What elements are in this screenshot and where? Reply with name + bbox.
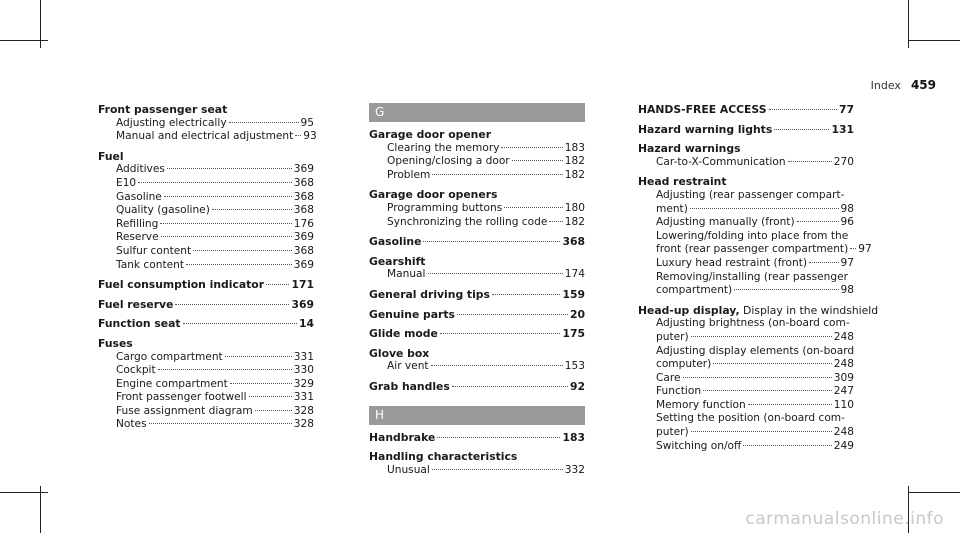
- index-subentry: [98, 204, 314, 218]
- page-reference: 368: [293, 190, 314, 203]
- index-subentry-term: Reserve: [116, 231, 159, 244]
- dot-leader: [175, 304, 289, 305]
- index-entry: [369, 380, 585, 394]
- index-entry: [638, 123, 854, 137]
- dot-leader: [748, 404, 832, 405]
- index-subentry-term: E10: [116, 176, 137, 189]
- index-subentry: [98, 259, 314, 273]
- page-reference: 171: [291, 278, 314, 292]
- page-reference: 175: [562, 327, 585, 341]
- dot-leader: [183, 323, 297, 324]
- index-entry-term: Gearshift: [369, 254, 426, 268]
- index-entry-term: Garage door opener: [369, 128, 492, 141]
- dot-leader: [703, 390, 832, 391]
- page-header: [871, 78, 936, 92]
- dot-leader: [249, 396, 292, 397]
- page-reference: 328: [293, 404, 314, 417]
- page-reference: 93: [303, 130, 317, 143]
- dot-leader: [229, 122, 299, 123]
- index-entry-term: Head restraint: [638, 175, 727, 189]
- page-reference: 328: [293, 418, 314, 431]
- index-subentry-term: Function: [656, 385, 702, 398]
- index-entry: [369, 308, 585, 322]
- dot-leader: [193, 250, 292, 251]
- index-entry-term: Fuel consumption indicator: [98, 278, 265, 292]
- dot-leader: [225, 356, 292, 357]
- page-reference: 329: [293, 377, 314, 390]
- page-reference: 180: [564, 201, 585, 214]
- index-subentry: [369, 155, 585, 169]
- dot-leader: [691, 336, 832, 337]
- index-subentry-term: Front passenger footwell: [116, 391, 247, 404]
- index-subentry: [369, 169, 585, 183]
- index-subentry: [98, 364, 314, 378]
- index-subentry: [638, 257, 854, 271]
- page-reference: 182: [564, 155, 585, 168]
- page-reference: 330: [293, 364, 314, 377]
- dot-leader: [549, 221, 562, 222]
- page-reference: 248: [833, 358, 854, 371]
- index-entry: [98, 278, 314, 292]
- index-subentry-term: puter): [656, 330, 689, 343]
- index-column-2: [369, 103, 585, 477]
- dot-leader: [734, 289, 838, 290]
- index-entry-term: Garage door openers: [369, 188, 498, 202]
- index-subentry-term: Manual: [387, 268, 426, 281]
- index-subentry-term: Car-to-X-Communication: [656, 155, 786, 168]
- page-reference: 369: [291, 297, 314, 311]
- page-reference: 159: [562, 287, 585, 301]
- index-entry: [369, 128, 585, 142]
- dot-leader: [423, 241, 560, 242]
- dot-leader: [774, 129, 829, 130]
- index-subentry-term: Engine compartment: [116, 377, 228, 390]
- page-reference: 368: [293, 204, 314, 217]
- index-entry-term: Head-up display,: [638, 303, 740, 317]
- index-subentry: [638, 216, 854, 230]
- index-subentry: [98, 130, 317, 144]
- dot-leader: [432, 469, 563, 470]
- page-reference: 110: [833, 398, 854, 411]
- index-subentry: [98, 218, 314, 232]
- dot-leader: [690, 208, 839, 209]
- index-subentry-term: Tank content: [116, 258, 184, 271]
- dot-leader: [164, 196, 292, 197]
- index-subentry-term: Refilling: [116, 217, 159, 230]
- index-subentry: [98, 191, 314, 205]
- dot-leader: [691, 431, 832, 432]
- index-entry-term: Genuine parts: [369, 307, 455, 321]
- index-entry: [638, 303, 879, 318]
- page-reference: 98: [840, 202, 854, 215]
- dot-leader: [230, 383, 292, 384]
- page-reference: 331: [293, 391, 314, 404]
- dot-leader: [428, 273, 563, 274]
- page-reference: 369: [293, 163, 314, 176]
- page-reference: 248: [833, 330, 854, 343]
- dot-leader: [437, 437, 560, 438]
- index-subentry: [638, 203, 854, 217]
- index-subentry-term: Switching on/off: [656, 439, 742, 452]
- index-subentry: [638, 156, 854, 170]
- crop-mark: [0, 40, 48, 41]
- index-subentry-term: Synchronizing the rolling code: [387, 215, 548, 228]
- index-entry-term: Function seat: [98, 317, 181, 331]
- index-entry-term: Glove box: [369, 346, 430, 360]
- index-entry-term: Fuel reserve: [98, 297, 174, 311]
- index-entry: [369, 327, 585, 341]
- dot-leader: [266, 284, 289, 285]
- index-entry-term: Hazard warning lights: [638, 122, 773, 136]
- page-reference: 97: [840, 256, 854, 269]
- dot-leader: [161, 236, 292, 237]
- index-subentry-text: Removing/installing (rear passenger: [656, 270, 848, 283]
- dot-leader: [713, 363, 832, 364]
- page-reference: 247: [833, 385, 854, 398]
- index-subentry-term: Adjusting electrically: [116, 116, 227, 129]
- index-entry-term: Grab handles: [369, 379, 450, 393]
- page-reference: 368: [293, 176, 314, 189]
- index-entry: [369, 255, 585, 269]
- index-subentry: [369, 464, 585, 478]
- index-subentry: [98, 405, 314, 419]
- index-subentry-term: puter): [656, 426, 689, 439]
- dot-leader: [788, 161, 832, 162]
- index-subentry: [638, 331, 854, 345]
- index-entry: [369, 450, 585, 464]
- section-letter: H: [369, 406, 585, 425]
- index-subentry-term: Notes: [116, 418, 147, 431]
- index-subentry: [638, 440, 854, 454]
- dot-leader: [432, 174, 562, 175]
- index-subentry: [98, 177, 314, 191]
- page-reference: 96: [840, 216, 854, 229]
- dot-leader: [160, 223, 291, 224]
- index-subentry: [369, 202, 585, 216]
- index-subentry-text: Adjusting brightness (on-board com-: [656, 317, 850, 330]
- dot-leader: [512, 160, 563, 161]
- dot-leader: [452, 386, 568, 387]
- dot-leader: [167, 168, 292, 169]
- crop-mark: [0, 492, 48, 493]
- index-subentry-term: front (rear passenger compartment): [656, 243, 849, 256]
- page-reference: 183: [564, 141, 585, 154]
- page-reference: 369: [293, 258, 314, 271]
- index-entry-term: Handbrake: [369, 430, 436, 444]
- index-subentry: [638, 385, 854, 399]
- index-entry: [369, 188, 585, 202]
- index-subentry: [638, 426, 854, 440]
- index-subentry-term: compartment): [656, 284, 733, 297]
- index-subentry-term: Quality (gasoline): [116, 204, 210, 217]
- dot-leader: [797, 221, 839, 222]
- dot-leader: [492, 294, 561, 295]
- page-reference: 92: [569, 379, 585, 393]
- page-reference: 14: [298, 317, 314, 331]
- crop-mark: [40, 486, 41, 533]
- index-subentry-term: ment): [656, 202, 688, 215]
- dot-leader: [457, 314, 568, 315]
- index-subentry: [369, 142, 585, 156]
- dot-leader: [255, 410, 292, 411]
- index-subentry: [98, 391, 314, 405]
- dot-leader: [149, 423, 292, 424]
- index-column-3: [638, 103, 879, 453]
- index-subentry-term: Luxury head restraint (front): [656, 256, 808, 269]
- index-entry: [98, 103, 314, 117]
- index-entry-term: Handling characteristics: [369, 450, 518, 464]
- index-subentry-term: Programming buttons: [387, 201, 503, 214]
- page-reference: 95: [300, 116, 314, 129]
- index-subentry: [369, 360, 585, 374]
- index-entry-term: Hazard warnings: [638, 142, 741, 156]
- page-reference: 97: [858, 243, 872, 256]
- dot-leader: [504, 207, 563, 208]
- page-reference: 182: [564, 215, 585, 228]
- index-subentry-text: Adjusting (rear passenger compart-: [656, 188, 845, 201]
- dot-leader: [138, 182, 292, 183]
- page-reference: 270: [833, 155, 854, 168]
- page-number: 459: [910, 78, 936, 92]
- index-subentry: [98, 378, 314, 392]
- index-subentry: [369, 216, 585, 230]
- index-entry-term: Gasoline: [369, 235, 422, 249]
- index-subentry-term: Gasoline: [116, 190, 162, 203]
- page-reference: 20: [569, 307, 585, 321]
- index-subentry-term: Adjusting manually (front): [656, 216, 795, 229]
- dot-leader: [501, 147, 562, 148]
- page-reference: 248: [833, 426, 854, 439]
- page-reference: 331: [293, 350, 314, 363]
- crop-mark: [908, 40, 960, 41]
- page-reference: 77: [838, 103, 854, 116]
- page-reference: 182: [564, 168, 585, 181]
- dot-leader: [212, 209, 292, 210]
- dot-leader: [158, 369, 292, 370]
- dot-leader: [295, 135, 301, 136]
- index-entry-crossref: Display in the windshield: [739, 303, 879, 317]
- dot-leader: [440, 333, 561, 334]
- index-subentry: [98, 351, 314, 365]
- index-column-1: [98, 103, 317, 432]
- index-label: Index: [870, 79, 901, 92]
- index-entry-term: HANDS-FREE ACCESS: [638, 103, 767, 116]
- index-subentry: [369, 268, 585, 282]
- index-subentry-term: computer): [656, 358, 712, 371]
- dot-leader: [683, 377, 832, 378]
- index-entry: [638, 175, 854, 189]
- index-entry-term: Fuel: [98, 149, 124, 163]
- index-entry-term: General driving tips: [369, 287, 490, 301]
- section-letter: G: [369, 103, 585, 122]
- index-entry: [638, 142, 854, 156]
- dot-leader: [743, 445, 831, 446]
- index-subentry: [638, 399, 854, 413]
- page-reference: 368: [293, 244, 314, 257]
- index-subentry-term: Additives: [116, 163, 165, 176]
- index-subentry: [638, 372, 854, 386]
- page-reference: 309: [833, 371, 854, 384]
- index-subentry: [98, 245, 314, 259]
- watermark: carmanualsonline.info: [745, 509, 944, 529]
- index-entry: [369, 235, 585, 249]
- index-subentry-term: Air vent: [387, 360, 429, 373]
- index-subentry-term: Opening/closing a door: [387, 155, 510, 168]
- index-subentry-text: Setting the position (on-board com-: [656, 412, 845, 425]
- page-reference: 131: [831, 122, 854, 136]
- index-subentry: [638, 284, 854, 298]
- dot-leader: [850, 248, 856, 249]
- index-subentry-term: Unusual: [387, 463, 430, 476]
- index-entry-term: Front passenger seat: [98, 103, 228, 116]
- index-subentry-term: Clearing the memory: [387, 141, 500, 154]
- page-reference: 183: [562, 430, 585, 444]
- page-reference: 249: [833, 439, 854, 452]
- page-reference: 176: [293, 217, 314, 230]
- dot-leader: [769, 109, 837, 110]
- index-subentry: [638, 243, 872, 257]
- index-subentry-term: Sulfur content: [116, 244, 192, 257]
- index-subentry-term: Cockpit: [116, 364, 156, 377]
- dot-leader: [186, 264, 292, 265]
- index-entry: [369, 431, 585, 445]
- index-subentry-term: Fuse assignment diagram: [116, 404, 253, 417]
- index-subentry-text: Adjusting display elements (on-board: [656, 344, 855, 357]
- dot-leader: [809, 262, 838, 263]
- index-entry: [98, 337, 314, 351]
- index-subentry: [98, 231, 314, 245]
- index-entry-term: Fuses: [98, 336, 133, 350]
- index-entry: [98, 298, 314, 312]
- index-subentry-term: Manual and electrical adjustment: [116, 130, 294, 143]
- index-subentry-term: Cargo compartment: [116, 350, 223, 363]
- index-subentry: [98, 163, 314, 177]
- index-entry: [98, 150, 314, 164]
- page-reference: 98: [840, 284, 854, 297]
- crop-mark: [908, 492, 960, 493]
- index-entry: [98, 317, 314, 331]
- index-subentry: [98, 117, 314, 131]
- index-entry-term: Glide mode: [369, 327, 438, 341]
- page-reference: 369: [293, 231, 314, 244]
- index-entry: [638, 103, 854, 117]
- page-reference: 153: [564, 360, 585, 373]
- index-subentry-term: Memory function: [656, 398, 746, 411]
- page-reference: 174: [564, 268, 585, 281]
- index-subentry: [98, 418, 314, 432]
- index-subentry-text: Lowering/folding into place from the: [656, 229, 849, 242]
- page-reference: 332: [564, 463, 585, 476]
- index-subentry-term: Care: [656, 371, 681, 384]
- index-subentry: [638, 358, 854, 372]
- index-entry: [369, 347, 585, 361]
- dot-leader: [431, 365, 563, 366]
- index-subentry-term: Problem: [387, 168, 431, 181]
- page-reference: 368: [562, 235, 585, 249]
- index-entry: [369, 288, 585, 302]
